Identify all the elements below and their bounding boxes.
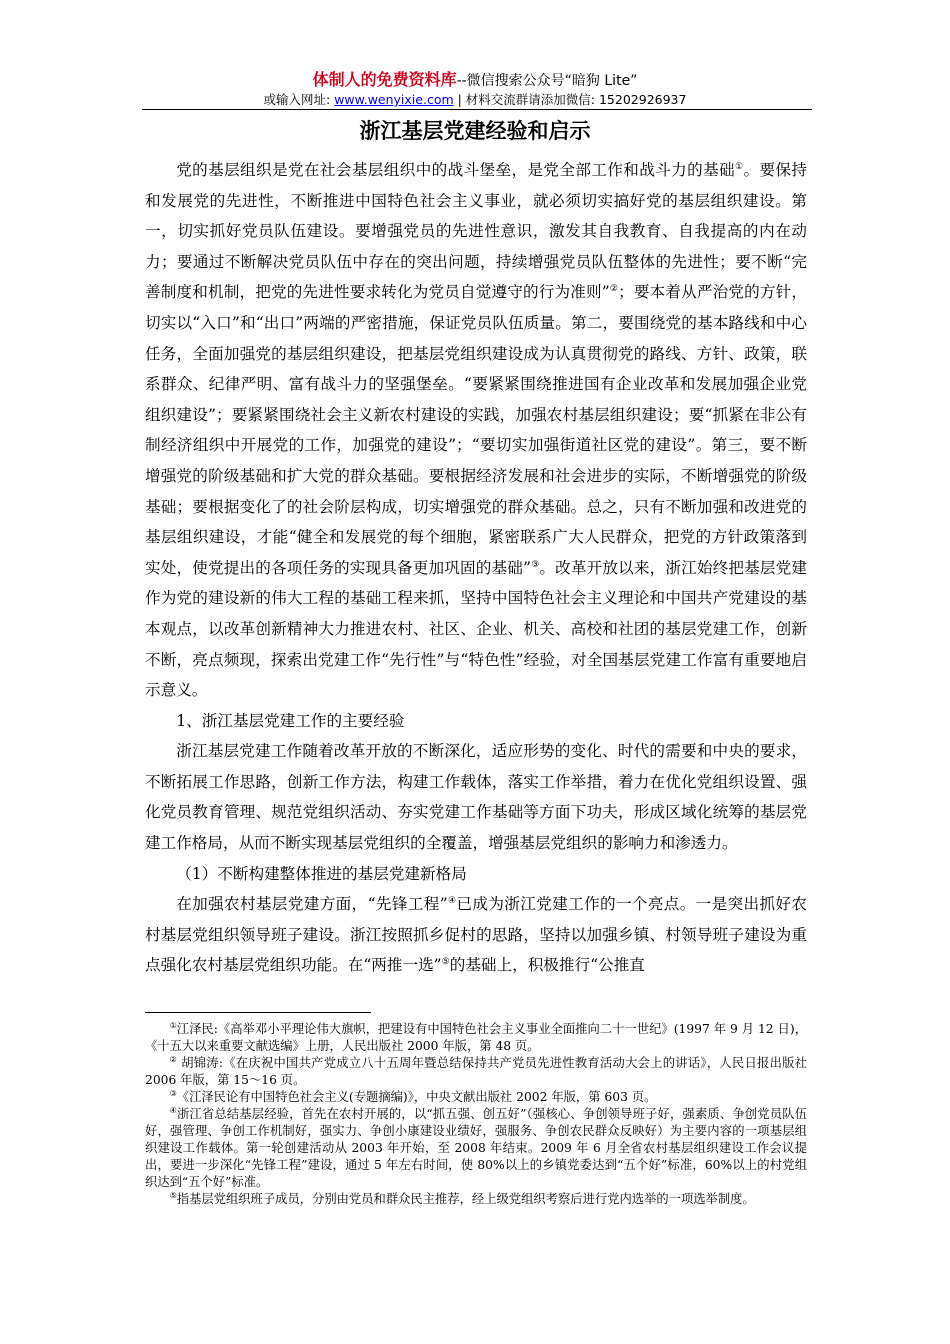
page-header: [0, 70, 950, 109]
footnotes: [145, 1021, 807, 1208]
footnote-ref-3[interactable]: ③: [530, 559, 540, 570]
footnote-ref-4[interactable]: ④: [447, 896, 457, 907]
header-divider: [142, 109, 812, 110]
contact-text: | 材料交流群请添加微信: 15202926937: [453, 92, 687, 107]
footnote-separator: [145, 1012, 371, 1013]
document-body: [145, 155, 807, 981]
document-title: 浙江基层党建经验和启示: [359, 118, 591, 143]
footnote-4: ④浙江省总结基层经验，首先在农村开展的，以“抓五强、创五好”（强核心、争创领导班子好，强素质、争创党员队伍好，强管理、争创工作机制好，强实力、争创小康建设业绩好，强服务、争创农民群众反映好）为主要内容的一项基层组织建设工作载体。第一轮创建活动从 2003 年开始，至 2008 年结束。2009 年 6 月全省农村基层组织建设工作会议提出，要进一步深化“先锋工程”建设，通过 5 年左右时间，使 80%以上的乡镇党委达到“五个好”标准，60%以上的村党组织达到“五个好”标准。: [145, 1106, 808, 1189]
footnote-5: ⑤指基层党组织班子成员，分别由党员和群众民主推荐，经上级党组织考察后进行党内选举的一项选举制度。: [169, 1191, 755, 1206]
section-paragraph: 浙江基层党建工作随着改革开放的不断深化，适应形势的变化、时代的需要和中央的要求，不断拓展工作思路，创新工作方法，构建工作载体，落实工作举措，着力在优化党组织设置、强化党员教育管理、规范党组织活动、夯实党建工作基础等方面下功夫，形成区域化统筹的基层党建工作格局，从而不断实现基层党组织的全覆盖，增强基层党组织的影响力和渗透力。: [145, 742, 807, 853]
footnote-1: ①江泽民:《高举邓小平理论伟大旗帜，把建设有中国特色社会主义事业全面推向二十一世纪》(1997 年 9 月 12 日)，《十五大以来重要文献选编》上册，人民出版社 2000 年版，第 48 页。: [145, 1021, 807, 1053]
website-link[interactable]: www.wenyixie.com: [334, 92, 454, 107]
header-line-2: [0, 91, 950, 109]
header-line-1: [0, 70, 950, 91]
footnote-3: ③《江泽民论有中国特色社会主义(专题摘编)》，中央文献出版社 2002 年版，第 603 页。: [169, 1089, 657, 1104]
rural-party-paragraph: 在加强农村基层党建方面，“先锋工程”④已成为浙江党建工作的一个亮点。一是突出抓好农村基层党组织领导班子建设。浙江按照抓乡促村的思路，坚持以加强乡镇、村领导班子建设为重点强化农村基层党组织功能。在“两推一选”⑤的基础上，积极推行“公推直: [145, 895, 807, 975]
url-prefix: 或输入网址:: [263, 92, 335, 107]
footnote-ref-5[interactable]: ⑤: [441, 957, 450, 968]
footnote-ref-2[interactable]: ②: [609, 284, 619, 295]
subsection-heading-1: （1）不断构建整体推进的基层党建新格局: [176, 864, 467, 883]
intro-paragraph: 党的基层组织是党在社会基层组织中的战斗堡垒，是党全部工作和战斗力的基础①。要保持和发展党的先进性，不断推进中国特色社会主义事业，就必须切实搞好党的基层组织建设。第一，切实抓好党员队伍建设。要增强党员的先进性意识，激发其自我教育、自我提高的内在动力；要通过不断解决党员队伍中存在的突出问题，持续增强党员队伍整体的先进性；要不断“完善制度和机制，把党的先进性要求转化为党员自觉遵守的行为准则”②；要本着从严治党的方针，切实以“入口”和“出口”两端的严密措施，保证党员队伍质量。第二，要围绕党的基本路线和中心任务，全面加强党的基层组织建设，把基层党组织建设成为认真贯彻党的路线、方针、政策，联系群众、纪律严明、富有战斗力的坚强堡垒。“要紧紧围绕推进国有企业改革和发展加强企业党组织建设”；要紧紧围绕社会主义新农村建设的实践，加强农村基层组织建设；要“抓紧在非公有制经济组织中开展党的工作，加强党的建设”；“要切实加强街道社区党的建设”。第三，要不断增强党的阶级基础和扩大党的群众基础。要根据经济发展和社会进步的实际，不断增强党的阶级基础；要根据变化了的社会阶层构成，切实增强党的群众基础。总之，只有不断加强和改进党的基层组织建设，才能“健全和发展党的每个细胞，紧密联系广大人民群众，把党的方针政策落到实处，使党提出的各项任务的实现具备更加巩固的基础”③。改革开放以来，浙江始终把基层党建作为党的建设新的伟大工程的基础工程来抓，坚持中国特色社会主义理论和中国共产党建设的基本观点，以改革创新精神大力推进农村、社区、企业、机关、高校和社团的基层党建工作，创新不断，亮点频现，探索出党建工作“先行性”与“特色性”经验，对全国基层党建工作富有重要地启示意义。: [145, 161, 807, 700]
footnote-2: ② 胡锦涛:《在庆祝中国共产党成立八十五周年暨总结保持共产党员先进性教育活动大会上的讲话》，人民日报出版社 2006 年版，第 15～16 页。: [145, 1055, 808, 1087]
header-tagline: --微信搜索公众号“暗狗 Lite”: [456, 73, 638, 89]
section-heading-1: 1、浙江基层党建工作的主要经验: [176, 711, 405, 730]
footnote-ref-1[interactable]: ①: [735, 162, 744, 172]
brand-name: 体制人的免费资料库: [312, 70, 457, 89]
